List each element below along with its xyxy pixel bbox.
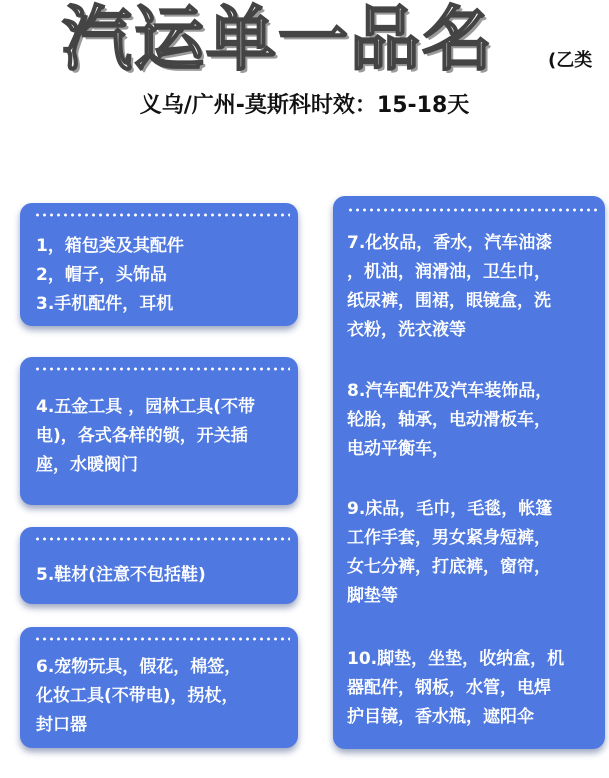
- card-group-7: [347, 229, 552, 345]
- card-line: 纸尿裤，围裙，眼镜盒，洗: [347, 291, 551, 311]
- card-line: 3.手机配件，耳机: [36, 294, 174, 314]
- card-line: 电动平衡车，: [347, 439, 449, 459]
- page-title: 汽运单一品名: [62, 0, 494, 80]
- card-line: 电)，各式各样的锁，开关插: [36, 426, 248, 446]
- card-line: 8.汽车配件及汽车装饰品，: [347, 381, 553, 401]
- dotted-divider: [347, 208, 597, 212]
- card-line: 衣粉，洗衣液等: [347, 320, 466, 340]
- category-card-1: [20, 203, 298, 326]
- card-line: 化妆工具(不带电)，拐杖，: [36, 686, 239, 706]
- card-text: [36, 653, 241, 740]
- card-line: 脚垫等: [347, 586, 398, 606]
- card-line: 4.五金工具 ，园林工具(不带: [36, 397, 255, 417]
- category-card-4: [20, 627, 298, 748]
- category-card-right: [333, 196, 605, 749]
- title-suffix: (乙类: [548, 50, 593, 71]
- card-line: 轮胎，轴承，电动滑板车，: [347, 410, 551, 430]
- dotted-divider: [34, 537, 290, 541]
- card-line: 1，箱包类及其配件: [36, 236, 184, 256]
- card-group-9: [347, 495, 552, 611]
- card-line: 女七分裤，打底裤，窗帘，: [347, 557, 551, 577]
- card-line: 工作手套，男女紧身短裤，: [347, 528, 551, 548]
- dotted-divider: [34, 637, 290, 641]
- category-card-3: [20, 527, 298, 604]
- card-line: ，机油，润滑油，卫生巾，: [347, 262, 551, 282]
- card-text: [36, 561, 206, 590]
- card-line: 座，水暖阀门: [36, 455, 138, 475]
- card-line: 9.床品，毛巾，毛毯，帐篷: [347, 499, 553, 519]
- dotted-divider: [34, 367, 290, 371]
- card-line: 器配件，钢板，水管，电焊: [347, 678, 551, 698]
- card-line: 10.脚垫，坐垫，收纳盒，机: [347, 649, 565, 669]
- card-group-10: [347, 645, 564, 732]
- dotted-divider: [34, 213, 290, 217]
- page-subtitle: 义乌/广州-莫斯科时效：15-18天: [139, 93, 470, 118]
- card-line: 封口器: [36, 715, 87, 735]
- card-line: 6.宠物玩具，假花，棉签，: [36, 657, 242, 677]
- card-line: 5.鞋材(注意不包括鞋): [36, 565, 206, 585]
- card-text: [36, 393, 255, 480]
- card-line: 2，帽子，头饰品: [36, 265, 167, 285]
- card-group-8: [347, 377, 552, 464]
- card-line: 护目镜，香水瓶，遮阳伞: [347, 707, 534, 727]
- card-text: [36, 232, 184, 319]
- category-card-2: [20, 357, 298, 505]
- card-line: 7.化妆品，香水，汽车油漆: [347, 233, 553, 253]
